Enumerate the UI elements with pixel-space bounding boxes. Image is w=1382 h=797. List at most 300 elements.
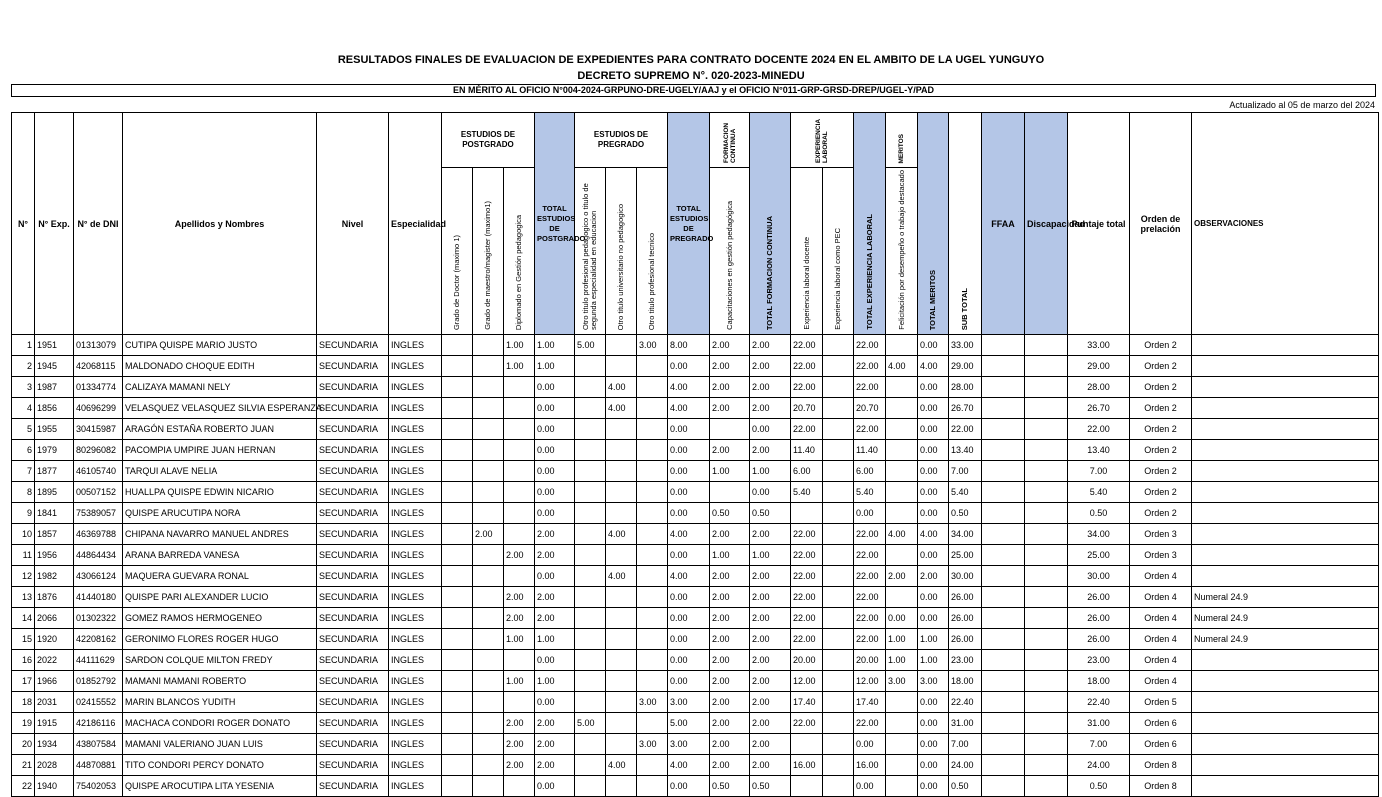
table-cell: 0.00 [918,482,949,503]
table-cell: 0.00 [668,608,710,629]
table-cell: 02415552 [74,692,123,713]
table-cell: INGLES [389,755,442,776]
table-cell: 20 [12,734,35,755]
table-cell: Numeral 24.9 [1192,608,1379,629]
table-cell: 22.00 [791,419,823,440]
table-cell: INGLES [389,650,442,671]
table-cell: 2.00 [535,608,575,629]
table-cell: 2.00 [750,734,791,755]
table-cell: MALDONADO CHOQUE EDITH [123,356,317,377]
table-cell [1025,335,1068,356]
table-cell: SECUNDARIA [317,587,389,608]
table-cell: Orden 4 [1130,671,1192,692]
table-cell [442,482,473,503]
table-row [12,461,1379,482]
table-cell: 0.00 [918,692,949,713]
table-cell: INGLES [389,503,442,524]
table-cell [823,398,854,419]
table-cell [473,566,504,587]
table-cell [823,671,854,692]
table-cell: 26.00 [1068,608,1130,629]
table-cell [637,398,668,419]
table-cell [886,755,918,776]
table-cell: TITO CONDORI PERCY DONATO [123,755,317,776]
table-cell: 1979 [35,440,74,461]
table-cell: 2.00 [535,755,575,776]
table-cell: Orden 6 [1130,734,1192,755]
table-cell [823,419,854,440]
table-cell [606,503,637,524]
table-cell: 26.70 [949,398,982,419]
table-cell: 16.00 [791,755,823,776]
table-cell [473,503,504,524]
table-cell: INGLES [389,566,442,587]
table-cell: 2.00 [750,524,791,545]
table-cell: CHIPANA NAVARRO MANUEL ANDRES [123,524,317,545]
table-cell: 13 [12,587,35,608]
table-cell: 5.40 [791,482,823,503]
table-cell [504,482,535,503]
table-cell: 19 [12,713,35,734]
table-cell: 0.00 [918,545,949,566]
table-cell: 4 [12,398,35,419]
table-cell [637,419,668,440]
table-cell [982,398,1025,419]
table-cell: 6 [12,440,35,461]
table-cell: 2.00 [473,524,504,545]
table-cell: 1951 [35,335,74,356]
table-cell [823,335,854,356]
table-cell [637,482,668,503]
table-cell: 1966 [35,671,74,692]
table-cell: 22.00 [949,419,982,440]
table-cell: 0.00 [918,461,949,482]
table-cell: 1856 [35,398,74,419]
table-cell: 41440180 [74,587,123,608]
table-cell: 46105740 [74,461,123,482]
table-cell [823,524,854,545]
table-cell: 2.00 [535,713,575,734]
table-cell: 4.00 [918,524,949,545]
table-cell: HUALLPA QUISPE EDWIN NICARIO [123,482,317,503]
table-cell [1025,524,1068,545]
table-cell [442,629,473,650]
table-cell [791,734,823,755]
table-cell [442,566,473,587]
table-cell [1192,503,1379,524]
table-cell [1025,671,1068,692]
table-cell [575,356,606,377]
table-cell [575,608,606,629]
table-cell: 2.00 [710,566,750,587]
table-cell: 44864434 [74,545,123,566]
table-cell: 20.70 [791,398,823,419]
table-cell: 4.00 [668,524,710,545]
table-cell: Orden 3 [1130,545,1192,566]
table-cell: 0.00 [918,713,949,734]
table-cell [504,692,535,713]
table-cell: GOMEZ RAMOS HERMOGENEO [123,608,317,629]
table-cell: 25.00 [949,545,982,566]
table-cell: 1934 [35,734,74,755]
table-cell: 33.00 [1068,335,1130,356]
table-cell: 01313079 [74,335,123,356]
table-cell: 22.00 [854,419,886,440]
table-row [12,692,1379,713]
table-cell [504,419,535,440]
table-cell [442,503,473,524]
table-cell: 1.00 [504,356,535,377]
table-cell: 28.00 [1068,377,1130,398]
table-cell: 12.00 [791,671,823,692]
results-table [11,112,1379,797]
table-cell: INGLES [389,671,442,692]
table-cell: 15 [12,629,35,650]
table-cell [1192,335,1379,356]
table-cell: 75402053 [74,776,123,797]
table-cell: 2.00 [710,587,750,608]
table-cell: 0.00 [535,482,575,503]
col-dni: N° de DNI [74,113,123,335]
table-cell [1192,650,1379,671]
table-cell [473,398,504,419]
table-cell: 3.00 [637,734,668,755]
table-cell [1192,776,1379,797]
table-cell [575,629,606,650]
table-row [12,482,1379,503]
table-cell: 1857 [35,524,74,545]
table-cell: 1.00 [504,671,535,692]
table-cell: SECUNDARIA [317,671,389,692]
table-cell: 0.00 [535,692,575,713]
table-cell: 2.00 [710,524,750,545]
table-cell [575,587,606,608]
table-cell: TARQUI ALAVE NELIA [123,461,317,482]
table-cell [1025,545,1068,566]
table-cell: GERONIMO FLORES ROGER HUGO [123,629,317,650]
table-cell [637,650,668,671]
table-cell: INGLES [389,524,442,545]
table-cell: 22.00 [791,608,823,629]
table-cell [823,629,854,650]
table-cell [823,440,854,461]
table-cell [982,335,1025,356]
table-cell [982,524,1025,545]
table-cell [823,692,854,713]
table-cell [442,587,473,608]
table-row [12,650,1379,671]
table-cell: SECUNDARIA [317,713,389,734]
table-cell: 44870881 [74,755,123,776]
table-cell: QUISPE ARUCUTIPA NORA [123,503,317,524]
table-cell: 22.40 [949,692,982,713]
table-cell [823,587,854,608]
table-cell [473,755,504,776]
table-cell: 2031 [35,692,74,713]
table-cell [1025,419,1068,440]
table-cell: 28.00 [949,377,982,398]
table-cell [1192,419,1379,440]
table-cell: 2.00 [750,671,791,692]
table-cell [982,566,1025,587]
table-cell: 30.00 [949,566,982,587]
table-cell [473,692,504,713]
table-cell: PACOMPIA UMPIRE JUAN HERNAN [123,440,317,461]
table-cell [1025,377,1068,398]
table-cell: CUTIPA QUISPE MARIO JUSTO [123,335,317,356]
table-cell [637,545,668,566]
table-cell: 0.00 [918,335,949,356]
table-row [12,608,1379,629]
table-cell: 2.00 [750,566,791,587]
table-cell [1025,776,1068,797]
table-cell: 12 [12,566,35,587]
table-cell: Orden 8 [1130,776,1192,797]
table-cell [637,713,668,734]
table-cell: 0.00 [668,503,710,524]
reference-subtitle: EN MÉRITO AL OFICIO N°004-2024-GRPUNO-DRE-UGELY/AAJ y el OFICIO N°011-GRP-GRSD-DREP/UGEL-Y/PAD [11,84,1376,97]
table-cell: 1.00 [535,671,575,692]
table-cell [1025,482,1068,503]
table-cell: 5.40 [1068,482,1130,503]
table-row [12,566,1379,587]
table-cell: 0.00 [668,356,710,377]
table-cell: SECUNDARIA [317,461,389,482]
table-cell: 11.40 [791,440,823,461]
table-cell [606,608,637,629]
table-cell [473,335,504,356]
col-especialidad: Especialidad [389,113,442,335]
table-cell: 0.00 [918,440,949,461]
table-row [12,335,1379,356]
col-n: N° [12,113,35,335]
table-cell: 0.00 [668,776,710,797]
table-cell [606,419,637,440]
table-cell: Orden 2 [1130,356,1192,377]
table-cell: 0.00 [668,461,710,482]
table-cell [442,650,473,671]
table-cell: 1.00 [886,629,918,650]
table-cell: 5.00 [575,335,606,356]
table-cell: 1.00 [886,650,918,671]
table-cell [504,566,535,587]
table-cell: Orden 2 [1130,419,1192,440]
table-cell: 2.00 [710,440,750,461]
table-cell [823,503,854,524]
table-cell [606,629,637,650]
results-body [12,335,1379,797]
table-cell: 3.00 [668,692,710,713]
table-cell: 22.00 [1068,419,1130,440]
table-cell: 1 [12,335,35,356]
col-otro-universitario: Otro titulo universitario no pedagogico [606,168,637,335]
table-cell [982,671,1025,692]
table-cell: 3.00 [637,335,668,356]
table-cell [1192,524,1379,545]
table-row [12,377,1379,398]
table-cell [637,755,668,776]
col-orden: Orden de prelación [1130,113,1192,335]
col-capacitaciones: Capacitaciones en gestión pedagógica [710,168,750,335]
table-cell [575,524,606,545]
table-cell [1192,713,1379,734]
table-cell: 4.00 [886,524,918,545]
table-cell: 30415987 [74,419,123,440]
table-cell [982,503,1025,524]
table-cell: 8.00 [668,335,710,356]
table-cell: Orden 6 [1130,713,1192,734]
table-cell: MAMANI MAMANI ROBERTO [123,671,317,692]
table-cell: Orden 2 [1130,461,1192,482]
table-cell [575,755,606,776]
table-cell: 0.00 [918,776,949,797]
table-cell: SECUNDARIA [317,545,389,566]
table-cell [1025,461,1068,482]
table-cell: 0.00 [535,776,575,797]
table-cell: 0.00 [854,734,886,755]
table-cell: 24.00 [949,755,982,776]
table-cell: 22.00 [854,356,886,377]
table-cell [982,692,1025,713]
table-cell [575,692,606,713]
table-cell [710,482,750,503]
table-cell: 0.00 [668,419,710,440]
table-row [12,713,1379,734]
table-cell: 2.00 [710,629,750,650]
col-nombre: Apellidos y Nombres [123,113,317,335]
table-cell: SARDON COLQUE MILTON FREDY [123,650,317,671]
table-cell [473,482,504,503]
table-cell [982,419,1025,440]
table-cell: 2.00 [535,524,575,545]
table-row [12,671,1379,692]
table-cell: 0.00 [668,440,710,461]
table-cell: 16 [12,650,35,671]
table-row [12,419,1379,440]
table-cell: 33.00 [949,335,982,356]
table-cell: 2.00 [750,692,791,713]
table-cell: 2.00 [750,377,791,398]
table-cell: CALIZAYA MAMANI NELY [123,377,317,398]
table-cell: 2 [12,356,35,377]
table-cell [886,734,918,755]
table-cell: 5.40 [854,482,886,503]
table-cell [982,587,1025,608]
table-cell: 0.50 [750,503,791,524]
table-cell [504,440,535,461]
col-puntaje: Puntaje total [1068,113,1130,335]
table-cell: 0.00 [535,650,575,671]
table-cell: 75389057 [74,503,123,524]
table-cell [575,482,606,503]
table-cell [442,692,473,713]
table-cell: 0.50 [750,776,791,797]
table-cell [442,440,473,461]
table-cell: 2.00 [535,587,575,608]
table-cell: 22.00 [791,587,823,608]
table-cell [575,671,606,692]
col-ffaa: FFAA [982,113,1025,335]
table-cell: 29.00 [949,356,982,377]
table-cell: Orden 2 [1130,440,1192,461]
table-cell [442,335,473,356]
table-cell: 5.00 [575,713,606,734]
table-cell: Orden 2 [1130,377,1192,398]
table-cell [886,713,918,734]
table-cell [1025,650,1068,671]
col-exp-docente: Experiencia laboral docente [791,168,823,335]
table-cell: 3.00 [637,692,668,713]
col-total-pregrado: TOTAL ESTUDIOS DE PREGRADO [668,113,710,335]
group-postgrado: ESTUDIOS DE POSTGRADO [442,113,535,168]
table-cell: 1.00 [750,545,791,566]
col-otro-tecnico: Otro titulo profesional tecnico [637,168,668,335]
table-cell: 2.00 [504,734,535,755]
table-cell [1192,356,1379,377]
table-cell [504,776,535,797]
table-cell [637,503,668,524]
table-cell [575,398,606,419]
table-cell [982,755,1025,776]
table-cell [575,377,606,398]
table-cell [637,566,668,587]
table-cell: SECUNDARIA [317,419,389,440]
table-cell: 2.00 [710,671,750,692]
table-cell: 0.00 [854,776,886,797]
table-cell: SECUNDARIA [317,650,389,671]
table-cell: INGLES [389,587,442,608]
table-cell [606,671,637,692]
table-cell: 0.00 [668,629,710,650]
table-cell: Orden 8 [1130,755,1192,776]
table-cell: 4.00 [668,755,710,776]
table-cell: 3.00 [886,671,918,692]
table-cell [575,503,606,524]
table-cell: 2.00 [504,713,535,734]
table-cell [473,734,504,755]
table-cell: 31.00 [1068,713,1130,734]
table-cell: 2.00 [750,650,791,671]
col-maestro: Grado de maestro/magister (maximo1) [473,168,504,335]
table-cell: 4.00 [606,398,637,419]
table-cell: 2.00 [750,356,791,377]
table-cell: 1.00 [750,461,791,482]
table-cell: 7 [12,461,35,482]
table-cell: 0.00 [918,503,949,524]
table-cell [982,608,1025,629]
table-cell: 29.00 [1068,356,1130,377]
table-cell: 2066 [35,608,74,629]
table-cell [606,713,637,734]
table-cell [1192,398,1379,419]
table-cell [606,734,637,755]
table-cell: 0.00 [535,377,575,398]
table-cell: 4.00 [606,524,637,545]
table-cell: 11.40 [854,440,886,461]
table-cell [823,377,854,398]
table-cell [473,587,504,608]
table-cell: 25.00 [1068,545,1130,566]
table-cell: 22.00 [791,377,823,398]
table-cell: 0.00 [918,398,949,419]
table-cell [575,419,606,440]
table-cell: 2028 [35,755,74,776]
table-cell: INGLES [389,776,442,797]
table-cell [442,398,473,419]
table-cell: SECUNDARIA [317,776,389,797]
col-total-experiencia: TOTAL EXPERIENCIA LABORAL [854,113,886,335]
table-cell [1025,398,1068,419]
